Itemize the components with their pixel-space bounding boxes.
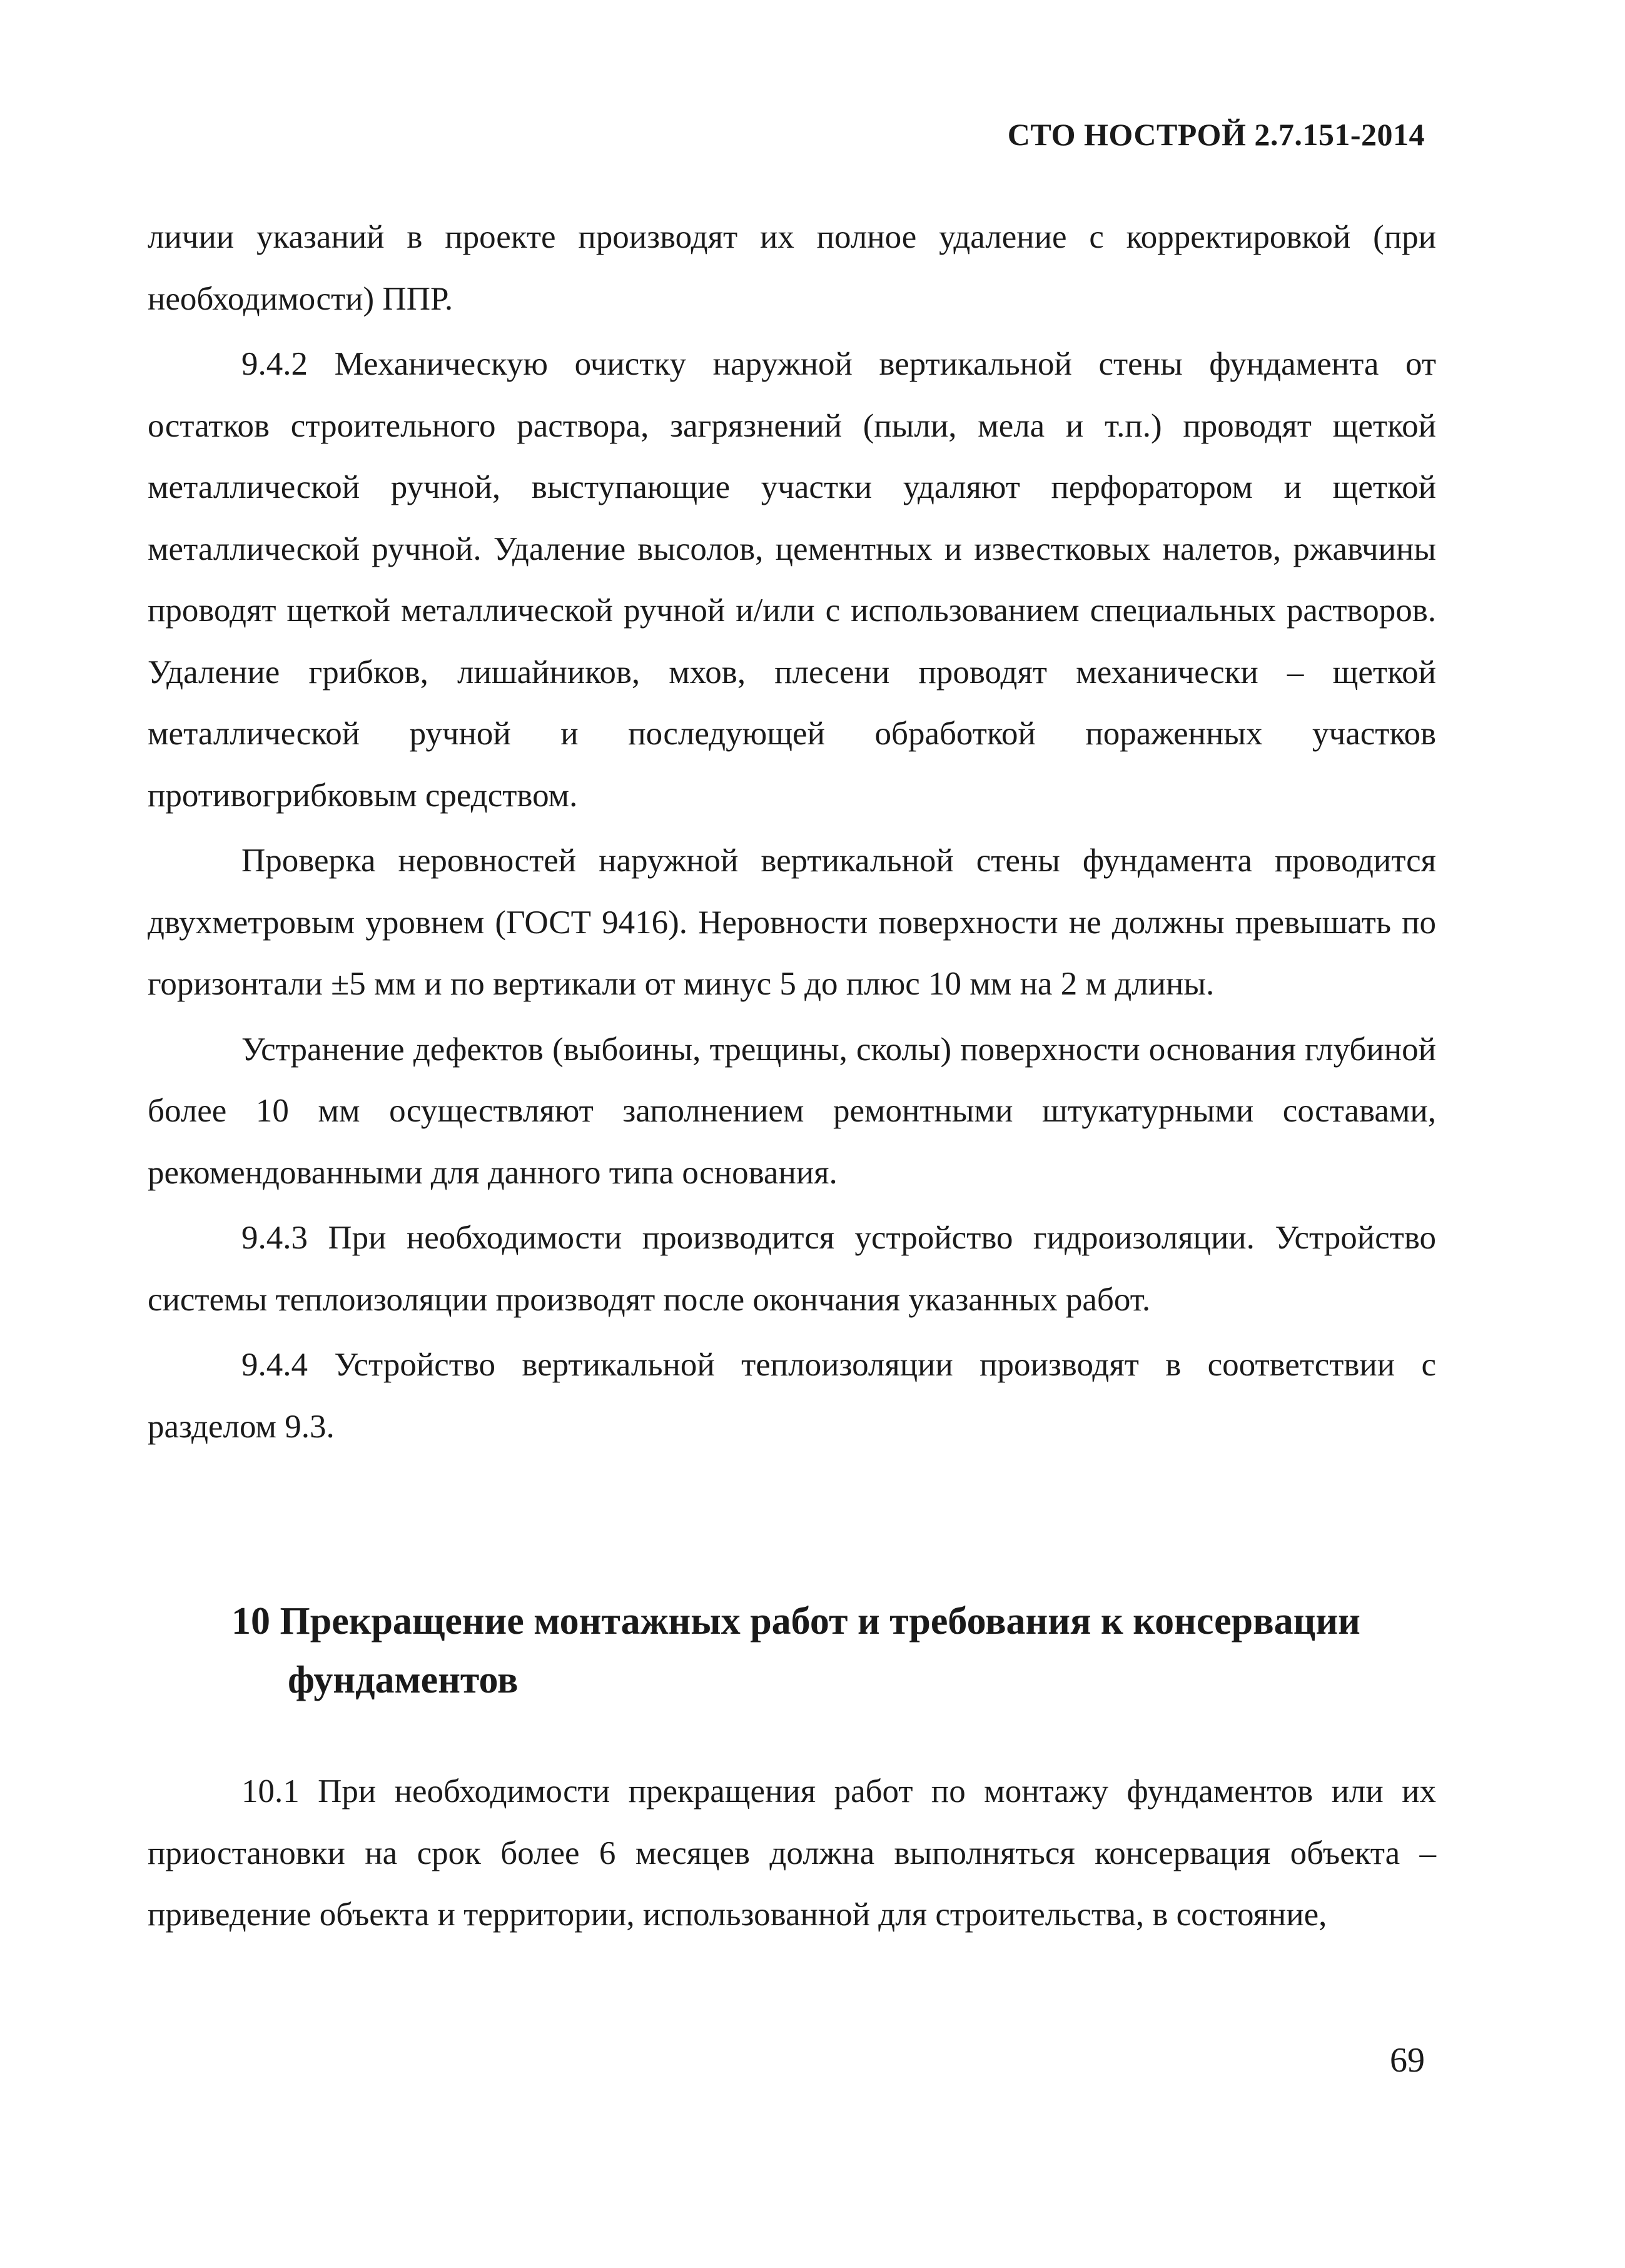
paragraph-9-4-3: 9.4.3 При необходимости производится устройство гидроизоляции. Устройство системы теплоизоляции производят после окончания указанных работ.	[148, 1220, 1436, 1318]
paragraph-9-4-2: 9.4.2 Механическую очистку наружной вертикальной стены фундамента от остатков строительного раствора, загрязнений (пыли, мела и т.п.) проводят щеткой металлической ручной, выступающие участки удаляют перфоратором и щеткой металлической ручной. Удаление высолов, цементных и известковых налетов, ржавчины проводят щеткой металлической ручной и/или с использованием специальных растворов. Удаление грибков, лишайников, мхов, плесени проводят механически – щеткой металлической ручной и последующей обработкой пораженных участков противогрибковым средством.	[148, 346, 1436, 814]
paragraph-10-1: 10.1 При необходимости прекращения работ по монтажу фундаментов или их приостановки на срок более 6 месяцев должна выполняться консервация объекта – приведение объекта и территории, использованной для строительства, в состояние,	[148, 1773, 1436, 1933]
paragraph-9-4-4: 9.4.4 Устройство вертикальной теплоизоляции производят в соответствии с разделом 9.3.	[148, 1347, 1436, 1445]
page-number: 69	[1390, 2041, 1425, 2080]
section-heading: 10 Прекращение монтажных работ и требования к консервации фундаментов	[231, 1600, 1360, 1701]
paragraph-flatness-check: Проверка неровностей наружной вертикальной стены фундамента проводится двухметровым уровнем (ГОСТ 9416). Неровности поверхности не должны превышать по горизонтали ±5 мм и по вертикали от минус 5 до плюс 10 мм на 2 м длины.	[148, 843, 1436, 1002]
paragraph-continuation: личии указаний в проекте производят их полное удаление с корректировкой (при необходимости) ППР.	[148, 219, 1436, 317]
section-body	[148, 1761, 1436, 1946]
document-code-header: СТО НОСТРОЙ 2.7.151-2014	[1007, 117, 1425, 152]
body-text	[148, 206, 1436, 1461]
paragraph-defect-removal: Устранение дефектов (выбоины, трещины, сколы) поверхности основания глубиной более 10 мм осуществляют заполнением ремонтными штукатурными составами, рекомендованными для данного типа основания.	[148, 1031, 1436, 1191]
